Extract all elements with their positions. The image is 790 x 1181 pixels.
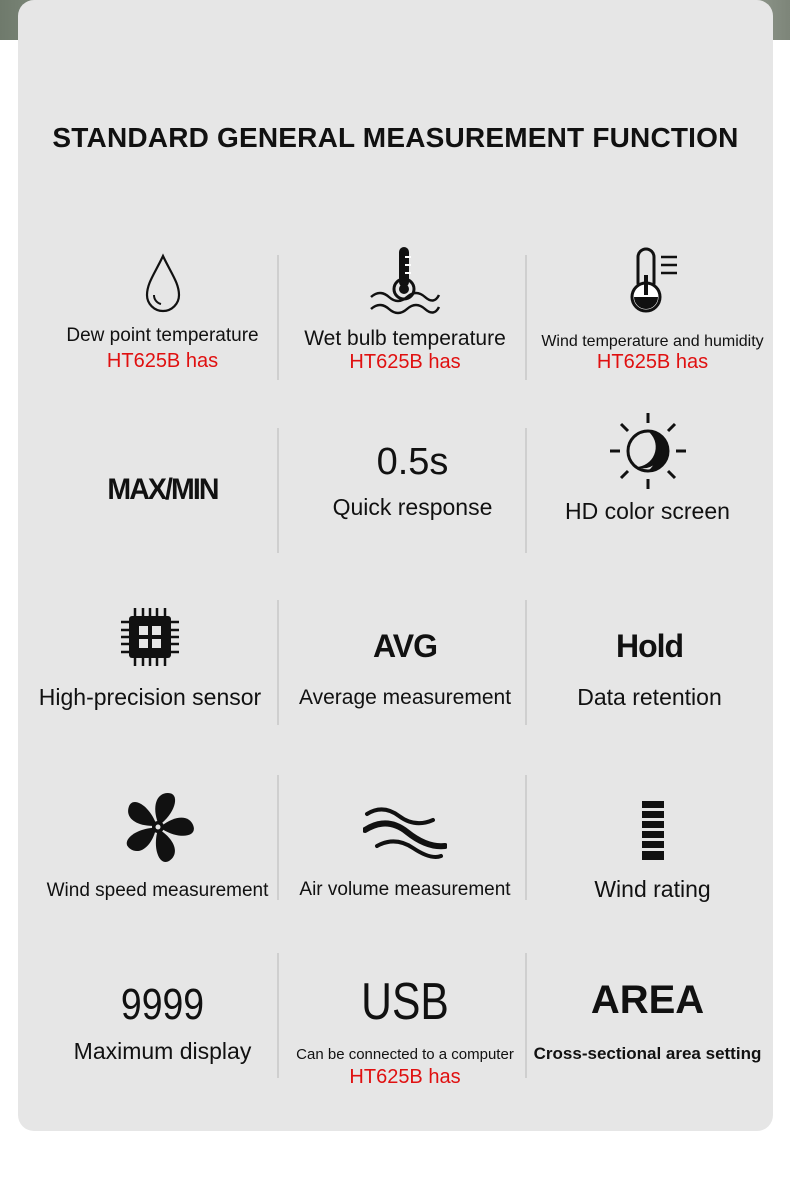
feature-hold xyxy=(527,600,772,725)
response-time-icon: 0.5s xyxy=(376,440,449,483)
usb-icon: USB xyxy=(361,973,449,1031)
feature-label: Maximum display xyxy=(73,1038,252,1064)
feature-label: Data retention xyxy=(577,684,722,710)
feature-label: Wind speed measurement xyxy=(46,880,269,901)
wet-bulb-thermometer-icon xyxy=(285,245,525,315)
feature-label: HD color screen xyxy=(565,498,730,524)
thermometer-icon xyxy=(530,245,775,315)
page-title: STANDARD GENERAL MEASUREMENT FUNCTION xyxy=(52,122,739,153)
divider xyxy=(525,255,527,380)
feature-average xyxy=(285,600,525,725)
feature-dew-point xyxy=(40,245,285,385)
feature-wind-temp-humidity xyxy=(530,245,775,385)
divider xyxy=(525,953,527,1078)
feature-availability: HT625B has xyxy=(106,350,219,372)
feature-availability: HT625B has xyxy=(349,351,461,373)
feature-label: Wet bulb temperature xyxy=(304,327,506,350)
feature-sensor xyxy=(25,600,275,725)
feature-hd-screen xyxy=(525,405,770,545)
feature-quick-response xyxy=(290,430,535,550)
feature-availability: HT625B has xyxy=(596,351,709,373)
divider xyxy=(277,600,279,725)
sun-moon-icon xyxy=(525,409,770,493)
feature-label: High-precision sensor xyxy=(38,684,262,710)
max-display-icon: 9999 xyxy=(120,980,205,1029)
feature-max-display xyxy=(40,970,285,1080)
hold-icon: Hold xyxy=(615,627,684,664)
max-min-icon: MAX/MIN xyxy=(107,473,218,506)
feature-wet-bulb xyxy=(285,245,525,385)
feature-wind-speed xyxy=(35,790,280,915)
feature-air-volume xyxy=(285,790,525,915)
wind-level-bars-icon xyxy=(530,798,775,864)
fan-icon xyxy=(35,790,280,864)
feature-area xyxy=(530,970,765,1080)
avg-icon: AVG xyxy=(373,627,437,664)
water-drop-icon xyxy=(40,251,285,315)
feature-label: Can be connected to a computer xyxy=(296,1046,514,1063)
feature-max-min xyxy=(40,430,285,550)
area-icon: AREA xyxy=(590,977,705,1022)
divider xyxy=(525,775,527,900)
feature-label: Wind temperature and humidity xyxy=(541,333,764,350)
air-waves-icon xyxy=(285,804,525,864)
feature-availability: HT625B has xyxy=(349,1066,461,1088)
feature-label: Cross-sectional area setting xyxy=(533,1044,762,1063)
chip-sensor-icon xyxy=(25,606,275,668)
feature-label: Average measurement xyxy=(298,686,512,709)
feature-label: Wind rating xyxy=(594,876,711,902)
feature-label: Dew point temperature xyxy=(66,325,259,346)
feature-label: Air volume measurement xyxy=(299,879,511,900)
feature-wind-rating xyxy=(530,790,775,915)
feature-label: Quick response xyxy=(332,494,493,520)
feature-usb xyxy=(285,970,525,1090)
